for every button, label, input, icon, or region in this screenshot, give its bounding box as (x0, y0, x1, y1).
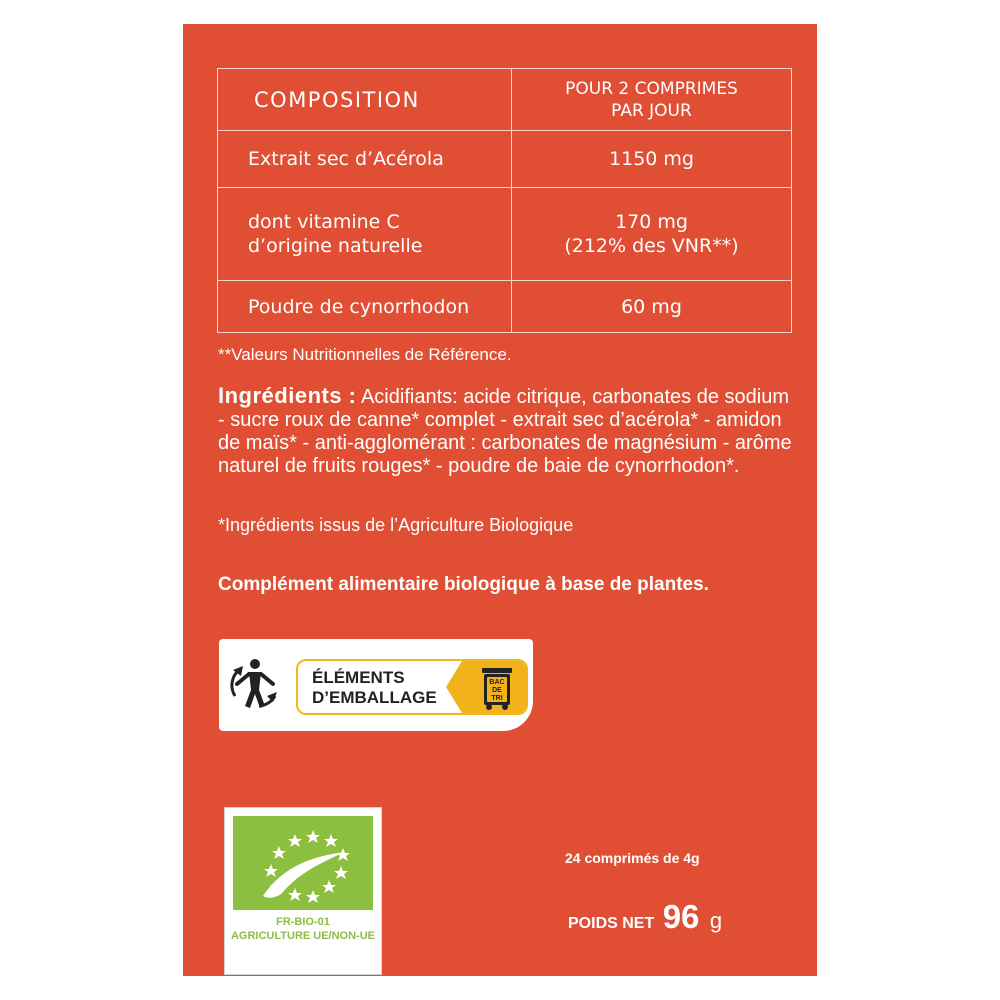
net-weight-label: POIDS NET (568, 915, 655, 932)
ingredient-amount-line: 170 mg (615, 211, 688, 233)
ingredient-amount-line: 60 mg (621, 295, 682, 318)
ingredients-text: Acidifiants: acide citrique, carbonates de sodium - sucre roux de canne* complet - extrait sec d’acérola* - amidon de maïs* - anti-agglomérant : carbonates de magnésium - arôme naturel de fruits rouges* - poudre de baie de cynorrhodon*. (218, 386, 792, 477)
table-row (218, 188, 792, 281)
ingredient-name-line: dont vitamine C (248, 211, 400, 233)
recycling-bin-icon (476, 666, 518, 710)
bin-label-line: TRI (491, 695, 503, 702)
dose-header-line: PAR JOUR (611, 100, 692, 121)
net-weight (568, 898, 722, 936)
packaging-pill (296, 659, 528, 715)
ingredients-paragraph (218, 384, 798, 478)
ingredient-amount (512, 281, 792, 333)
net-weight-value: 96 (662, 898, 700, 935)
packaging-label-line: D’EMBALLAGE (312, 688, 437, 707)
ingredient-amount-line: (212% des VNR**) (564, 235, 739, 257)
bin-label-line: BAC (489, 679, 505, 686)
dose-header-line: POUR 2 COMPRIMES (565, 78, 738, 99)
dose-header (512, 69, 792, 131)
packaging-label-line: ÉLÉMENTS (312, 668, 405, 687)
composition-header: COMPOSITION (218, 69, 512, 131)
table-header-row (218, 69, 792, 131)
ingredient-name (218, 281, 512, 333)
triman-icon (229, 656, 281, 712)
packaging-badge (219, 639, 533, 731)
composition-table (217, 68, 792, 333)
table-row (218, 131, 792, 188)
eu-organic-logo (224, 807, 382, 975)
vnr-footnote: **Valeurs Nutritionnelles de Référence. (218, 345, 512, 364)
ingredient-amount (512, 131, 792, 188)
bin-area (446, 661, 526, 713)
packaging-label (312, 668, 437, 708)
organic-code: FR-BIO-01 (276, 916, 330, 928)
ingredient-name-line: Poudre de cynorrhodon (248, 295, 470, 318)
ingredient-amount (512, 188, 792, 281)
ingredient-name-line: d’origine naturelle (248, 235, 423, 257)
ingredients-title: Ingrédients : (218, 383, 357, 408)
eu-organic-leaf-icon (233, 816, 373, 910)
tablet-count: 24 comprimés de 4g (565, 850, 700, 866)
label-panel (183, 24, 817, 976)
organic-footnote: *Ingrédients issus de l’Agriculture Biologique (218, 515, 574, 535)
organic-origin: AGRICULTURE UE/NON-UE (230, 930, 375, 942)
ingredient-name (218, 188, 512, 281)
ingredient-name-line: Extrait sec d’Acérola (248, 148, 444, 170)
bin-label-line: DE (492, 687, 502, 694)
table-row (218, 281, 792, 333)
supplement-statement: Complément alimentaire biologique à base de plantes. (218, 574, 709, 595)
ingredient-amount-line: 1150 mg (609, 148, 694, 170)
ingredient-name (218, 131, 512, 188)
net-weight-unit: g (709, 908, 723, 933)
